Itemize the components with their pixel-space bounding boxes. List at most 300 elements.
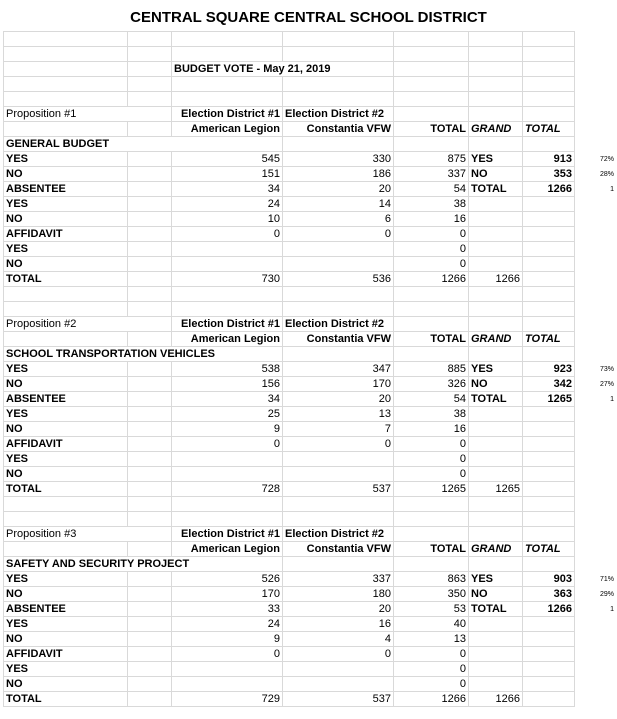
table-row	[4, 632, 575, 647]
grand-label	[469, 227, 523, 242]
total-value: 13	[394, 632, 469, 647]
row-label: NO	[4, 422, 128, 437]
grand-label	[469, 677, 523, 692]
empty-cell	[4, 77, 128, 92]
empty-cell	[128, 512, 172, 527]
column-header-row	[4, 542, 575, 557]
row-label: YES	[4, 572, 128, 587]
empty-cell	[394, 302, 469, 317]
ed1-value: 0	[172, 437, 283, 452]
grand-value	[523, 482, 575, 497]
ed1-value: 538	[172, 362, 283, 377]
row-label: YES	[4, 152, 128, 167]
ed2-value: 13	[283, 407, 394, 422]
proposition-header-row	[4, 527, 575, 542]
ed1-header: Election District #1	[172, 107, 283, 122]
row-label: YES	[4, 662, 128, 677]
grand-label: YES	[469, 362, 523, 377]
ed2-header: Election District #2	[283, 107, 394, 122]
ed1-location: American Legion	[172, 122, 283, 137]
total-value: 350	[394, 587, 469, 602]
empty-cell	[128, 542, 172, 557]
table-row	[4, 692, 575, 707]
ed2-value	[283, 662, 394, 677]
empty-cell	[394, 287, 469, 302]
table-row	[4, 437, 575, 452]
empty-cell	[128, 332, 172, 347]
ed2-value: 0	[283, 437, 394, 452]
empty-cell	[394, 62, 469, 77]
empty-cell	[523, 347, 575, 362]
total-header: TOTAL	[394, 332, 469, 347]
grand-label: TOTAL	[469, 182, 523, 197]
percent-label: 72%	[599, 155, 614, 163]
empty-cell	[128, 287, 172, 302]
ed2-value: 20	[283, 602, 394, 617]
empty-cell	[172, 47, 283, 62]
empty-cell	[128, 452, 172, 467]
empty-cell	[4, 122, 128, 137]
empty-cell	[128, 182, 172, 197]
empty-cell	[128, 227, 172, 242]
row-label: YES	[4, 407, 128, 422]
column-header-row	[4, 122, 575, 137]
empty-cell	[128, 77, 172, 92]
ed1-value: 34	[172, 182, 283, 197]
empty-cell	[469, 317, 523, 332]
grand-label: 1266	[469, 272, 523, 287]
proposition-name-row	[4, 137, 575, 152]
ed1-value: 151	[172, 167, 283, 182]
empty-cell	[469, 137, 523, 152]
ed2-value: 0	[283, 227, 394, 242]
ed1-header: Election District #1	[172, 527, 283, 542]
table-row	[4, 617, 575, 632]
empty-cell	[128, 437, 172, 452]
percent-label: 1	[610, 395, 614, 403]
empty-cell	[128, 677, 172, 692]
ed1-value: 10	[172, 212, 283, 227]
percent-label: 29%	[599, 590, 614, 598]
table-row	[4, 77, 575, 92]
empty-cell	[128, 497, 172, 512]
empty-cell	[4, 302, 128, 317]
empty-cell	[172, 302, 283, 317]
grand-total-header: TOTAL	[523, 122, 575, 137]
grand-label: 1265	[469, 482, 523, 497]
table-row	[4, 32, 575, 47]
empty-cell	[128, 377, 172, 392]
ed1-value: 729	[172, 692, 283, 707]
table-row	[4, 167, 575, 182]
total-value: 38	[394, 407, 469, 422]
table-row	[4, 362, 575, 377]
grand-label	[469, 632, 523, 647]
row-label: YES	[4, 617, 128, 632]
grand-value	[523, 647, 575, 662]
empty-cell	[128, 647, 172, 662]
total-value: 54	[394, 392, 469, 407]
empty-cell	[172, 32, 283, 47]
table-row	[4, 92, 575, 107]
empty-cell	[283, 347, 394, 362]
empty-cell	[394, 47, 469, 62]
grand-header: GRAND	[469, 542, 523, 557]
total-value: 0	[394, 677, 469, 692]
total-header: TOTAL	[394, 542, 469, 557]
ed2-value: 20	[283, 392, 394, 407]
ed1-header: Election District #1	[172, 317, 283, 332]
row-label: NO	[4, 632, 128, 647]
grand-value	[523, 467, 575, 482]
empty-cell	[469, 497, 523, 512]
empty-cell	[523, 77, 575, 92]
empty-cell	[128, 122, 172, 137]
table-row	[4, 242, 575, 257]
total-value: 16	[394, 212, 469, 227]
table-row	[4, 662, 575, 677]
total-value: 38	[394, 197, 469, 212]
ed1-location: American Legion	[172, 542, 283, 557]
total-value: 326	[394, 377, 469, 392]
grand-label: YES	[469, 572, 523, 587]
grand-value	[523, 692, 575, 707]
ed1-value: 545	[172, 152, 283, 167]
grand-value	[523, 212, 575, 227]
row-label: TOTAL	[4, 272, 128, 287]
total-value: 1266	[394, 272, 469, 287]
empty-cell	[523, 107, 575, 122]
ed1-value: 33	[172, 602, 283, 617]
empty-cell	[128, 482, 172, 497]
empty-cell	[283, 287, 394, 302]
empty-cell	[283, 557, 394, 572]
empty-cell	[4, 512, 128, 527]
empty-cell	[394, 77, 469, 92]
ed1-value: 526	[172, 572, 283, 587]
ed2-location: Constantia VFW	[283, 332, 394, 347]
empty-cell	[469, 512, 523, 527]
ed2-value: 180	[283, 587, 394, 602]
proposition-label: Proposition #2	[4, 317, 172, 332]
ed2-value: 16	[283, 617, 394, 632]
grand-value	[523, 242, 575, 257]
row-label: YES	[4, 242, 128, 257]
proposition-name: GENERAL BUDGET	[4, 137, 283, 152]
empty-cell	[128, 407, 172, 422]
empty-cell	[523, 137, 575, 152]
empty-cell	[283, 47, 394, 62]
row-label: TOTAL	[4, 482, 128, 497]
empty-cell	[469, 557, 523, 572]
ed1-value: 25	[172, 407, 283, 422]
ed1-value: 9	[172, 632, 283, 647]
ed2-location: Constantia VFW	[283, 542, 394, 557]
total-value: 54	[394, 182, 469, 197]
empty-cell	[469, 32, 523, 47]
table-row	[4, 512, 575, 527]
grand-value: 353	[523, 167, 575, 182]
ed2-value	[283, 452, 394, 467]
proposition-name: SAFETY AND SECURITY PROJECT	[4, 557, 283, 572]
table-row	[4, 272, 575, 287]
grand-label: 1266	[469, 692, 523, 707]
ed2-header: Election District #2	[283, 527, 394, 542]
grand-value: 363	[523, 587, 575, 602]
ed1-value	[172, 257, 283, 272]
empty-cell	[172, 77, 283, 92]
ed2-value: 337	[283, 572, 394, 587]
empty-cell	[128, 242, 172, 257]
empty-cell	[283, 497, 394, 512]
row-label: AFFIDAVIT	[4, 437, 128, 452]
grand-label	[469, 197, 523, 212]
empty-cell	[128, 302, 172, 317]
percent-label: 71%	[599, 575, 614, 583]
table-row	[4, 407, 575, 422]
total-value: 1265	[394, 482, 469, 497]
total-value: 0	[394, 662, 469, 677]
ed2-value: 0	[283, 647, 394, 662]
empty-cell	[469, 302, 523, 317]
empty-cell	[469, 47, 523, 62]
table-row	[4, 647, 575, 662]
total-value: 1266	[394, 692, 469, 707]
empty-cell	[469, 77, 523, 92]
ed1-value: 34	[172, 392, 283, 407]
empty-cell	[4, 32, 128, 47]
total-value: 337	[394, 167, 469, 182]
empty-cell	[128, 587, 172, 602]
ed1-value: 24	[172, 197, 283, 212]
ed1-value	[172, 662, 283, 677]
empty-cell	[4, 62, 128, 77]
ed2-header: Election District #2	[283, 317, 394, 332]
ed2-value	[283, 677, 394, 692]
empty-cell	[172, 92, 283, 107]
grand-value	[523, 257, 575, 272]
row-label: YES	[4, 452, 128, 467]
ed2-value: 20	[283, 182, 394, 197]
empty-cell	[394, 527, 469, 542]
grand-value	[523, 662, 575, 677]
grand-header: GRAND	[469, 332, 523, 347]
empty-cell	[523, 62, 575, 77]
empty-cell	[128, 692, 172, 707]
grand-total-header: TOTAL	[523, 542, 575, 557]
ed2-value: 4	[283, 632, 394, 647]
empty-cell	[4, 287, 128, 302]
proposition-name-row	[4, 557, 575, 572]
ed1-value: 728	[172, 482, 283, 497]
empty-cell	[394, 137, 469, 152]
empty-cell	[4, 332, 128, 347]
grand-value: 1265	[523, 392, 575, 407]
empty-cell	[128, 467, 172, 482]
total-value: 0	[394, 467, 469, 482]
grand-label: TOTAL	[469, 392, 523, 407]
table-row	[4, 47, 575, 62]
grand-label	[469, 407, 523, 422]
empty-cell	[394, 92, 469, 107]
table-row	[4, 422, 575, 437]
ed2-value	[283, 257, 394, 272]
table-row	[4, 497, 575, 512]
subtitle-row	[4, 62, 575, 77]
table-row	[4, 182, 575, 197]
table-row	[4, 572, 575, 587]
grand-label: TOTAL	[469, 602, 523, 617]
table-row	[4, 197, 575, 212]
spreadsheet	[3, 31, 574, 707]
grand-value	[523, 422, 575, 437]
empty-cell	[128, 152, 172, 167]
empty-cell	[394, 107, 469, 122]
empty-cell	[128, 617, 172, 632]
empty-cell	[172, 497, 283, 512]
empty-cell	[4, 92, 128, 107]
row-label: ABSENTEE	[4, 182, 128, 197]
grand-total-header: TOTAL	[523, 332, 575, 347]
grand-value	[523, 227, 575, 242]
empty-cell	[394, 512, 469, 527]
grand-value	[523, 437, 575, 452]
total-value: 863	[394, 572, 469, 587]
ed1-value: 24	[172, 617, 283, 632]
grand-value	[523, 272, 575, 287]
empty-cell	[283, 32, 394, 47]
empty-cell	[128, 32, 172, 47]
total-value: 0	[394, 242, 469, 257]
ed1-value: 730	[172, 272, 283, 287]
ed2-value: 7	[283, 422, 394, 437]
percent-label: 1	[610, 185, 614, 193]
ed2-value: 330	[283, 152, 394, 167]
ed2-value: 186	[283, 167, 394, 182]
empty-cell	[128, 422, 172, 437]
grand-value: 913	[523, 152, 575, 167]
empty-cell	[523, 92, 575, 107]
ed2-value: 347	[283, 362, 394, 377]
grand-value	[523, 617, 575, 632]
table-row	[4, 152, 575, 167]
empty-cell	[128, 257, 172, 272]
empty-cell	[128, 212, 172, 227]
row-label: AFFIDAVIT	[4, 227, 128, 242]
ed1-value	[172, 467, 283, 482]
empty-cell	[4, 497, 128, 512]
table-row	[4, 302, 575, 317]
empty-cell	[523, 512, 575, 527]
table-row	[4, 377, 575, 392]
results-table	[3, 31, 575, 707]
row-label: NO	[4, 377, 128, 392]
empty-cell	[523, 287, 575, 302]
empty-cell	[394, 557, 469, 572]
grand-value	[523, 632, 575, 647]
ed2-value: 6	[283, 212, 394, 227]
total-value: 0	[394, 227, 469, 242]
percent-label: 27%	[599, 380, 614, 388]
empty-cell	[128, 362, 172, 377]
empty-cell	[523, 317, 575, 332]
percent-label: 1	[610, 605, 614, 613]
row-label: ABSENTEE	[4, 392, 128, 407]
row-label: YES	[4, 362, 128, 377]
total-value: 0	[394, 437, 469, 452]
grand-label	[469, 662, 523, 677]
row-label: ABSENTEE	[4, 602, 128, 617]
empty-cell	[394, 32, 469, 47]
empty-cell	[128, 662, 172, 677]
table-row	[4, 257, 575, 272]
total-value: 16	[394, 422, 469, 437]
row-label: NO	[4, 167, 128, 182]
empty-cell	[469, 527, 523, 542]
table-row	[4, 587, 575, 602]
table-row	[4, 287, 575, 302]
total-value: 0	[394, 647, 469, 662]
ed1-value: 0	[172, 647, 283, 662]
empty-cell	[283, 137, 394, 152]
table-row	[4, 392, 575, 407]
ed2-value: 537	[283, 482, 394, 497]
row-label: NO	[4, 467, 128, 482]
empty-cell	[128, 62, 172, 77]
grand-label	[469, 242, 523, 257]
empty-cell	[128, 92, 172, 107]
table-row	[4, 467, 575, 482]
empty-cell	[172, 512, 283, 527]
table-row	[4, 482, 575, 497]
empty-cell	[283, 77, 394, 92]
proposition-header-row	[4, 317, 575, 332]
proposition-name: SCHOOL TRANSPORTATION VEHICLES	[4, 347, 283, 362]
row-label: AFFIDAVIT	[4, 647, 128, 662]
proposition-name-row	[4, 347, 575, 362]
row-label: TOTAL	[4, 692, 128, 707]
total-header: TOTAL	[394, 122, 469, 137]
empty-cell	[523, 32, 575, 47]
grand-label: YES	[469, 152, 523, 167]
empty-cell	[523, 557, 575, 572]
proposition-label: Proposition #1	[4, 107, 172, 122]
grand-value: 1266	[523, 602, 575, 617]
empty-cell	[469, 287, 523, 302]
empty-cell	[523, 47, 575, 62]
percent-label: 28%	[599, 170, 614, 178]
proposition-label: Proposition #3	[4, 527, 172, 542]
percent-label: 73%	[599, 365, 614, 373]
empty-cell	[523, 527, 575, 542]
ed2-value: 170	[283, 377, 394, 392]
ed2-value: 14	[283, 197, 394, 212]
row-label: YES	[4, 197, 128, 212]
empty-cell	[128, 572, 172, 587]
grand-value	[523, 407, 575, 422]
column-header-row	[4, 332, 575, 347]
ed2-value	[283, 242, 394, 257]
ed2-value: 536	[283, 272, 394, 287]
grand-label	[469, 212, 523, 227]
grand-label	[469, 452, 523, 467]
ed1-value: 156	[172, 377, 283, 392]
ed2-value	[283, 467, 394, 482]
grand-label: NO	[469, 167, 523, 182]
grand-label	[469, 467, 523, 482]
grand-header: GRAND	[469, 122, 523, 137]
empty-cell	[394, 497, 469, 512]
